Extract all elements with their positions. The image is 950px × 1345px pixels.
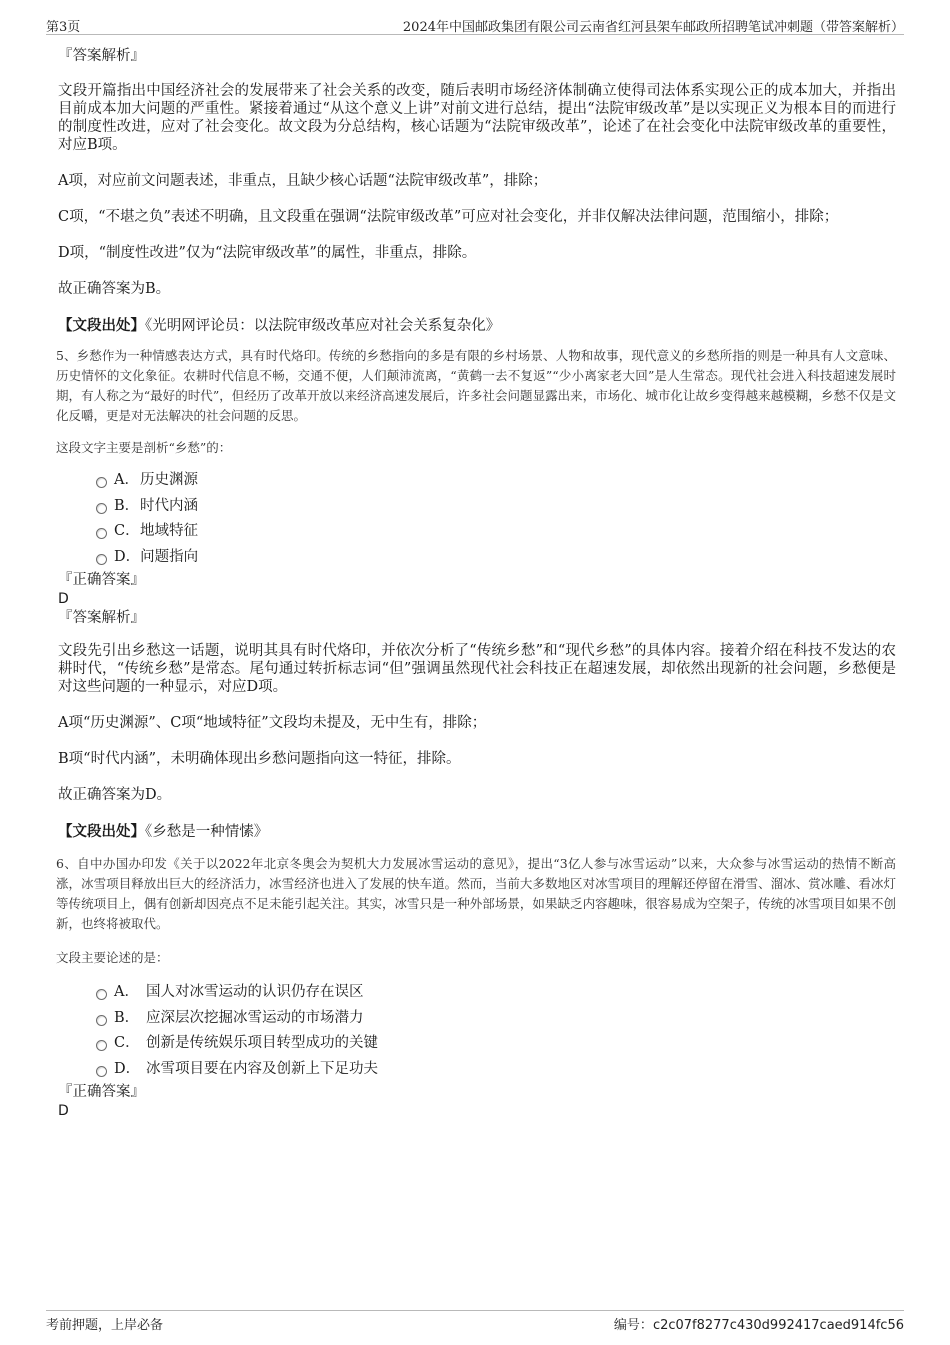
footer-code <box>614 1314 904 1333</box>
question-5-text: 5、乡愁作为一种情感表达方式，具有时代烙印。传统的乡愁指向的多是有限的乡村场景、人物和故事，现代意义的乡愁所指的则是一种具有人文意味、历史情怀的文化象征。农耕时代信息不畅，交通不便，人们颠沛流离，“黄鹤一去不复返”“少小离家老大回”是人生常态。现代社会进入科技超速发展时期，有人称之为“最好的时代”，但经历了改革开放以来经济高速发展后，许多社会问题显露出来，市场化、城市化让故乡变得越来越模糊，乡愁不仅是文化反嚼，更是对无法解决的社会问题的反思。 <box>56 348 896 423</box>
page-footer <box>46 1310 904 1333</box>
analysis-paragraph: 文段开篇指出中国经济社会的发展带来了社会关系的改变，随后表明市场经济体制确立使得司法体系实现公正的成本加大，并指出目前成本加大问题的严重性。紧接着通过“从这个意义上讲”对前文进行总结，提出“法院审级改革”是以实现正义为根本目的而进行的制度性改进，应对了社会变化。故文段为分总结构，核心话题为“法院审级改革”，论述了在社会变化中法院审级改革的重要性，对应B项。 <box>58 83 896 153</box>
analysis-paragraph: 故正确答案为B。 <box>58 281 171 297</box>
source-citation <box>58 316 896 336</box>
analysis-paragraph: B项“时代内涵”，未明确体现出乡愁问题指向这一特征，排除。 <box>58 751 461 767</box>
page-header <box>46 14 904 35</box>
question-6-text: 6、自中办国办印发《关于以2022年北京冬奥会为契机大力发展冰雪运动的意见》，提出“3亿人参与冰雪运动”以来，大众参与冰雪运动的热情不断高涨，冰雪项目释放出巨大的经济活力，冰雪经济也进入了发展的快车道。然而，当前大多数地区对冰雪项目的理解还停留在滑雪、溜冰、赏冰雕、看冰灯等传统项目上，偶有创新却因亮点不足未能引起关注。其实，冰雪只是一种外部场景，如果缺乏内容趣味，很容易成为空架子，传统的冰雪项目如果不创新，也终将被取代。 <box>56 856 896 931</box>
source-citation <box>58 822 896 842</box>
code-label: 编号： <box>613 1318 653 1333</box>
analysis-paragraph: A项，对应前文问题表述，非重点，且缺少核心话题“法院审级改革”，排除； <box>58 173 548 189</box>
document-title: 2024年中国邮政集团有限公司云南省红河县架车邮政所招聘笔试冲刺题（带答案解析） <box>402 20 904 35</box>
source-label: 【文段出处】 <box>58 823 145 840</box>
option-b[interactable]: B．时代内涵 <box>56 494 896 520</box>
option-a[interactable]: A． 国人对冰雪运动的认识仍存在误区 <box>56 980 896 1006</box>
option-b[interactable]: B． 应深层次挖掘冰雪运动的市场潜力 <box>56 1006 896 1032</box>
analysis-paragraph: C项，“不堪之负”表述不明确，且文段重在强调“法院审级改革”可应对社会变化，并非仅解决法律问题，范围缩小，排除； <box>58 209 839 225</box>
source-text: 《光明网评论员：以法院审级改革应对社会关系复杂化》 <box>145 318 501 334</box>
code-value: c2c07f8277c430d992417caed914fc56 <box>652 1318 904 1333</box>
page-content <box>56 46 896 1120</box>
radio-icon[interactable] <box>96 477 107 488</box>
radio-icon[interactable] <box>96 989 107 1000</box>
analysis-label: 『答案解析』 <box>58 610 145 626</box>
option-c[interactable]: C．地域特征 <box>56 519 896 545</box>
source-label: 【文段出处】 <box>58 317 145 334</box>
question-6-prompt: 文段主要论述的是： <box>56 950 169 965</box>
correct-answer-label: 『正确答案』 <box>58 1084 145 1100</box>
option-a[interactable]: A．历史渊源 <box>56 468 896 494</box>
question-5-options <box>56 468 896 570</box>
question-6-options <box>56 980 896 1082</box>
analysis-paragraph: 文段先引出乡愁这一话题，说明其具有时代烙印，并依次分析了“传统乡愁”和“现代乡愁”的具体内容。接着介绍在科技不发达的农耕时代，“传统乡愁”是常态。尾句通过转折标志词“但”强调虽然现代社会科技正在超速发展，却依然出现新的社会问题，乡愁便是对这些问题的一种显示，对应D项。 <box>58 643 896 695</box>
option-d[interactable]: D．问题指向 <box>56 545 896 571</box>
page-number: 第3页 <box>46 20 81 35</box>
radio-icon[interactable] <box>96 1066 107 1077</box>
source-text: 《乡愁是一种情愫》 <box>145 824 269 840</box>
radio-icon[interactable] <box>96 528 107 539</box>
correct-answer-label: 『正确答案』 <box>58 572 145 588</box>
analysis-label: 『答案解析』 <box>58 48 145 64</box>
radio-icon[interactable] <box>96 554 107 565</box>
analysis-paragraph: 故正确答案为D。 <box>58 787 172 803</box>
analysis-paragraph: A项“历史渊源”、C项“地域特征”文段均未提及，无中生有，排除； <box>58 715 487 731</box>
radio-icon[interactable] <box>96 1040 107 1051</box>
footer-motto: 考前押题，上岸必备 <box>46 1318 164 1333</box>
correct-answer: D <box>58 1103 69 1119</box>
option-c[interactable]: C． 创新是传统娱乐项目转型成功的关键 <box>56 1031 896 1057</box>
option-d[interactable]: D． 冰雪项目要在内容及创新上下足功夫 <box>56 1057 896 1083</box>
analysis-paragraph: D项，“制度性改进”仅为“法院审级改革”的属性，非重点，排除。 <box>58 245 477 261</box>
question-5-prompt: 这段文字主要是剖析“乡愁”的： <box>56 440 232 455</box>
radio-icon[interactable] <box>96 503 107 514</box>
correct-answer: D <box>58 591 69 607</box>
radio-icon[interactable] <box>96 1015 107 1026</box>
